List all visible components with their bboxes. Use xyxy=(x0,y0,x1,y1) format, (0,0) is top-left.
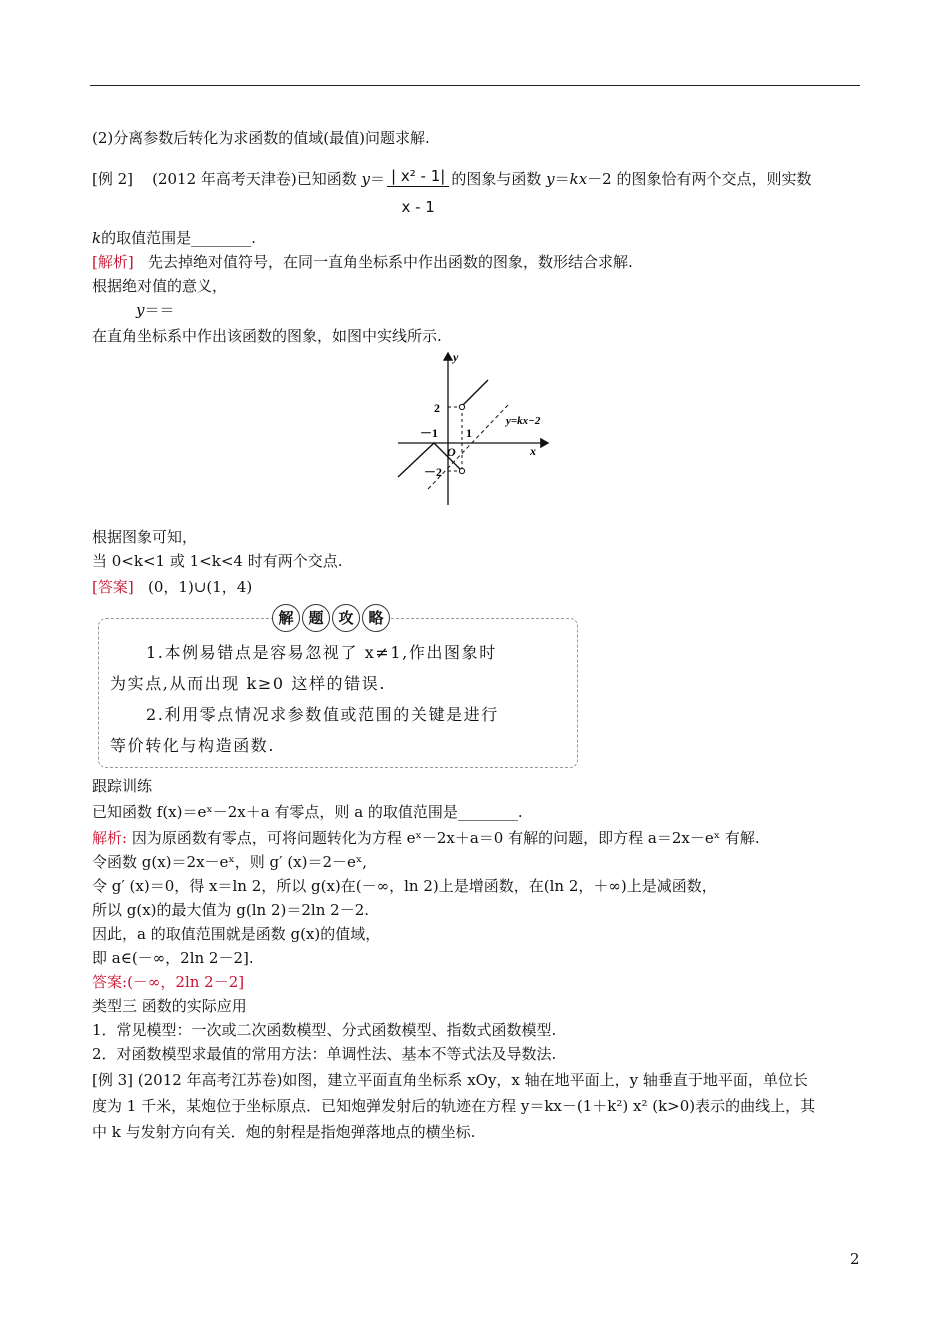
tick-2: 2 xyxy=(434,401,440,415)
answer-2-line xyxy=(92,972,244,992)
var-k: k xyxy=(92,229,102,247)
training-heading: 跟踪训练 xyxy=(92,777,153,795)
example-2-source: (2012 年高考天津卷)已知函数 xyxy=(152,170,357,188)
equals-3: ＝＝ xyxy=(144,301,175,319)
question-tail: －2 的图象恰有两个交点，则实数 xyxy=(587,170,812,188)
var-y3: y xyxy=(136,301,145,319)
draw-text: 在直角坐标系中作出该函数的图象，如图中实线所示. xyxy=(92,327,442,345)
tick-minus-2: －2 xyxy=(424,465,443,479)
answer-line xyxy=(92,577,252,597)
solution-line-6: 即 a∈(－∞，2ln 2－2]. xyxy=(92,949,254,967)
y-axis-label: y xyxy=(453,350,459,364)
tip-title-char-2: 题 xyxy=(302,604,330,632)
answer-2-text: (－∞，2ln 2－2] xyxy=(127,973,245,991)
example-3-line-3: 中 k 与发射方向有关．炮的射程是指炮弹落地点的横坐标. xyxy=(92,1123,476,1141)
tick-minus-1: －1 xyxy=(420,426,439,440)
var-y: y xyxy=(361,170,371,188)
fraction-numerator: | x² - 1| xyxy=(387,166,449,187)
solution-tag: 解析: xyxy=(92,829,128,847)
var-kx: kx xyxy=(569,170,588,188)
tip-line-4: 等价转化与构造函数. xyxy=(110,736,276,755)
solution-text-1: 因为原函数有零点，可将问题转化为方程 eˣ－2x＋a＝0 有解的问题，即方程 a＝2x－eˣ 有解. xyxy=(131,829,760,847)
graph-condition: 当 0<k<1 或 1<k<4 时有两个交点. xyxy=(92,552,343,570)
abs-fraction xyxy=(387,166,449,217)
tip-line-2: 为实点,从而出现 k≥0 这样的错误. xyxy=(110,674,387,693)
tip-line-1: 1.本例易错点是容易忽视了 x≠1,作出图象时 xyxy=(146,643,497,662)
equals: ＝ xyxy=(370,170,386,188)
solution-line-3: 令 g′ (x)＝0，得 x＝ln 2，所以 g(x)在(－∞，ln 2)上是增函数，在(ln 2，＋∞)上是减函数， xyxy=(92,877,717,895)
origin-label: O xyxy=(447,445,456,459)
example-2-question-end xyxy=(92,228,256,248)
analysis-tag: [解析] xyxy=(92,253,134,271)
example-3-line-1: [例 3] (2012 年高考江苏卷)如图，建立平面直角坐标系 xOy，x 轴在地平面上，y 轴垂直于地平面，单位长 xyxy=(92,1071,808,1089)
tip-title-char-4: 略 xyxy=(362,604,390,632)
question-mid: 的图象与函数 xyxy=(451,170,542,188)
tick-1: 1 xyxy=(466,426,472,440)
type-3-point-1: 1．常见模型：一次或二次函数模型、分式函数模型、指数式函数模型. xyxy=(92,1021,557,1039)
open-point-bottom xyxy=(459,468,464,473)
tip-title xyxy=(272,604,390,632)
tip-line-3: 2.利用零点情况求参数值或范围的关键是进行 xyxy=(146,705,499,724)
question-blank: 的取值范围是________. xyxy=(101,229,256,247)
tip-title-char-3: 攻 xyxy=(332,604,360,632)
example-3-line-2: 度为 1 千米，某炮位于坐标原点．已知炮弹发射后的轨迹在方程 y＝kx－(1＋k²) x² (k>0)表示的曲线上，其 xyxy=(92,1097,816,1115)
type-3-point-2: 2．对函数模型求最值的常用方法：单调性法、基本不等式法及导数法. xyxy=(92,1045,557,1063)
example-2-question xyxy=(92,166,812,217)
curve-right xyxy=(463,380,488,405)
method-2-text: (2)分离参数后转化为求函数的值域(最值)问题求解. xyxy=(92,129,430,147)
fraction-denominator: x - 1 xyxy=(401,198,435,216)
answer-tag: [答案] xyxy=(92,578,134,596)
open-point-top xyxy=(459,404,464,409)
abs-meaning-text: 根据绝对值的意义， xyxy=(92,277,228,295)
type-3-heading: 类型三 函数的实际应用 xyxy=(92,997,247,1015)
training-question: 已知函数 f(x)＝eˣ－2x＋a 有零点，则 a 的取值范围是________. xyxy=(92,803,523,821)
example-2-tag: [例 2] xyxy=(92,170,134,188)
line-label: y=kx−2 xyxy=(506,415,541,427)
answer-2-tag: 答案: xyxy=(92,973,128,991)
analysis-line xyxy=(92,252,633,272)
answer-text: (0，1)∪(1，4) xyxy=(148,578,253,596)
tip-title-char-1: 解 xyxy=(272,604,300,632)
page-number: 2 xyxy=(850,1250,860,1268)
solution-line-1 xyxy=(92,828,760,848)
solution-line-4: 所以 g(x)的最大值为 g(ln 2)＝2ln 2－2. xyxy=(92,901,370,919)
solution-line-2: 令函数 g(x)＝2x－eˣ，则 g′ (x)＝2－eˣ, xyxy=(92,853,368,871)
piecewise-eq xyxy=(136,300,175,320)
var-y2: y xyxy=(546,170,555,188)
function-graph xyxy=(390,345,560,510)
analysis-text: 先去掉绝对值符号，在同一直角坐标系中作出函数的图象，数形结合求解. xyxy=(148,253,633,271)
solution-line-5: 因此，a 的取值范围就是函数 g(x)的值域， xyxy=(92,925,381,943)
x-axis-label: x xyxy=(530,444,536,458)
equals-2: ＝ xyxy=(554,170,570,188)
header-rule xyxy=(90,85,860,86)
graph-conclusion: 根据图象可知， xyxy=(92,528,198,546)
